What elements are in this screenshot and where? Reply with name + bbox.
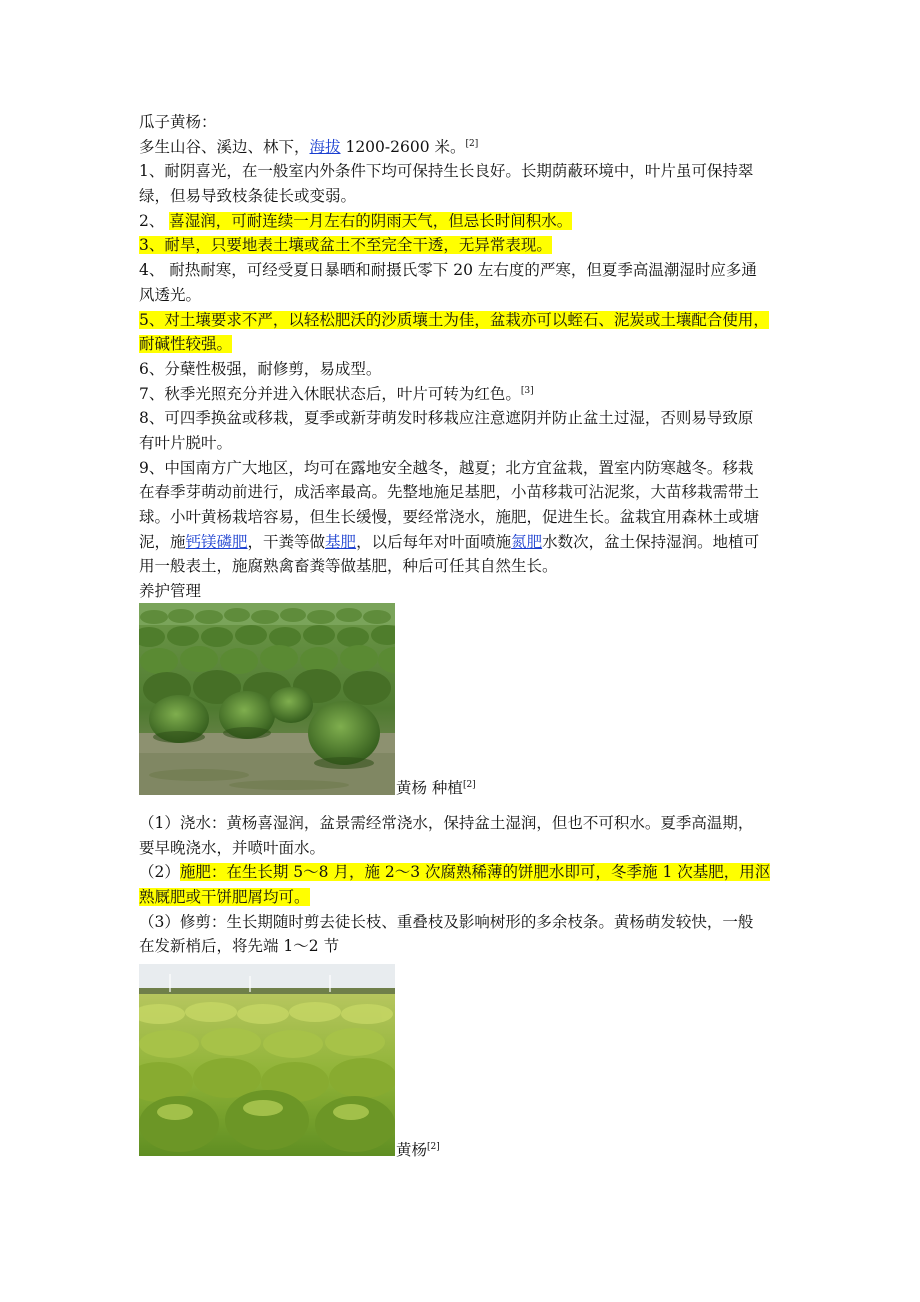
photo-caption-nursery: [396, 778, 476, 798]
text-segment: （3）修剪：生长期随时剪去徒长枝、重叠枝及影响树形的多余枝条。黄杨萌发较快，一般: [139, 912, 754, 931]
text-line: [139, 233, 799, 258]
text-segment: 在春季芽萌动前进行，成活率最高。先整地施足基肥，小苗移栽可沾泥浆，大苗移栽需带土: [139, 483, 760, 502]
text-segment: 9、中国南方广大地区，均可在露地安全越冬，越夏；北方宜盆栽，置室内防寒越冬。移栽: [139, 458, 754, 477]
text-line: [139, 406, 799, 431]
inline-link[interactable]: 钙镁磷肥: [185, 532, 248, 551]
boxwood-field-image: [139, 964, 395, 1156]
section-title: 瓜子黄杨：: [139, 113, 217, 131]
highlighted-text: 耐碱性较强。: [139, 335, 233, 354]
highlighted-text: 3、耐旱，只要地表土壤或盆土不至完全干透，无异常表现。: [139, 236, 552, 255]
text-segment: 2、: [139, 211, 170, 230]
inline-link[interactable]: 海拔: [309, 137, 341, 156]
text-line: [139, 836, 799, 861]
text-line: [139, 283, 799, 308]
text-line: [139, 811, 799, 836]
text-line: [139, 184, 799, 209]
text-line: [139, 934, 799, 959]
text-line: [139, 357, 799, 382]
inline-link[interactable]: 氮肥: [511, 532, 543, 551]
text-line: [139, 135, 799, 160]
text-line: [139, 910, 799, 935]
paragraph-block-care: [139, 811, 799, 959]
document-body: [139, 110, 799, 604]
care-section-body: [139, 811, 799, 959]
text-segment: 球。小叶黄杨栽培容易，但生长缓慢，要经常浇水，施肥，促进生长。盆栽宜用森林土或塘: [139, 508, 760, 526]
text-segment: 1200-2600 米。: [340, 137, 466, 156]
text-line: [139, 530, 799, 555]
citation-ref: [3]: [520, 385, 534, 396]
text-line: [139, 480, 799, 505]
text-segment: 要早晚浇水，并喷叶面水。: [139, 838, 326, 857]
text-segment: 绿，但易导致枝条徒长或变弱。: [139, 187, 357, 206]
citation-ref: [2]: [465, 138, 479, 149]
citation-ref: [2]: [462, 780, 476, 790]
text-segment: 8、可四季换盆或移栽，夏季或新芽萌发时移栽应注意遮阴并防止盆土过湿，否则易导致原: [139, 409, 754, 428]
text-segment: 6、分蘖性极强，耐修剪，易成型。: [139, 359, 382, 378]
text-line: [139, 382, 799, 407]
text-segment: 泥，施: [139, 532, 186, 551]
text-line: [139, 159, 799, 184]
text-segment: 7、秋季光照充分并进入休眠状态后，叶片可转为红色。: [139, 384, 521, 403]
text-segment: 有叶片脱叶。: [139, 433, 233, 452]
text-segment: ，干粪等做: [247, 532, 326, 551]
text-segment: （1）浇水：黄杨喜湿润，盆景需经常浇水，保持盆土湿润，但也不可积水。夏季高温期，: [139, 814, 754, 832]
highlighted-text: 施肥：在生长期 5～8 月，施 2～3 次腐熟稀薄的饼肥水即可，冬季施 1 次基肥，用沤: [179, 863, 771, 882]
highlighted-text: 5、对土壤要求不严，以轻松肥沃的沙质壤土为佳，盆栽亦可以蛭石、泥炭或土壤配合使用，: [139, 310, 769, 329]
highlighted-text: 喜湿润，可耐连续一月左右的阴雨天气，但忌长时间积水。: [169, 211, 573, 230]
text-line: [139, 308, 799, 333]
caption-text: 黄杨 种植: [396, 779, 463, 797]
text-line: [139, 431, 799, 456]
text-segment: 用一般表土，施腐熟禽畜粪等做基肥，种后可任其自然生长。: [139, 557, 558, 576]
paragraph-block-properties: [139, 135, 799, 604]
text-segment: 风透光。: [139, 285, 202, 304]
text-segment: 养护管理: [139, 582, 202, 601]
caption-text: 黄杨: [396, 1141, 428, 1159]
text-segment: 多生山谷、溪边、林下，: [139, 137, 310, 156]
text-line: [139, 579, 799, 604]
text-line: [139, 885, 799, 910]
text-line: [139, 505, 799, 530]
text-line: [139, 332, 799, 357]
text-segment: ，以后每年对叶面喷施: [356, 532, 512, 551]
text-line: [139, 554, 799, 579]
citation-ref: [2]: [427, 1142, 440, 1152]
boxwood-field-photo: [139, 964, 395, 1156]
text-line: [139, 860, 799, 885]
text-line: [139, 456, 799, 481]
inline-link[interactable]: 基肥: [325, 532, 357, 551]
highlighted-text: 熟厩肥或干饼肥屑均可。: [139, 888, 310, 907]
text-line: [139, 209, 799, 234]
text-segment: （2）: [139, 863, 180, 882]
text-segment: 4、 耐热耐寒，可经受夏日暴晒和耐摄氏零下 20 左右度的严寒，但夏季高温潮湿时应多通: [139, 261, 757, 280]
text-line: [139, 258, 799, 283]
text-segment: 在发新梢后，将先端 1～2 节: [139, 937, 340, 956]
text-segment: 1、耐阴喜光，在一般室内外条件下均可保持生长良好。长期荫蔽环境中，叶片虽可保持翠: [139, 162, 754, 181]
boxwood-nursery-photo: [139, 603, 395, 795]
text-segment: 水数次，盆土保持湿润。地植可: [542, 532, 760, 551]
boxwood-nursery-image: [139, 603, 395, 795]
photo-caption-field: [396, 1140, 440, 1160]
